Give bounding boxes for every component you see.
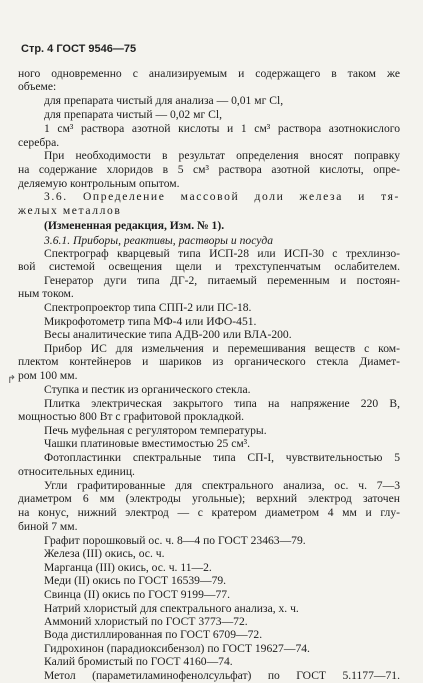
text-line-content: для препарата чистый — 0,02 мг Cl, bbox=[44, 108, 222, 121]
text-line bbox=[0, 437, 423, 451]
text-line bbox=[0, 274, 423, 288]
text-line bbox=[0, 80, 423, 94]
text-line bbox=[0, 534, 423, 548]
text-line bbox=[0, 328, 423, 342]
text-line-content: Метол (параметиламинофенолсульфат) по ГОСТ 5.1177—71. bbox=[44, 669, 400, 682]
text-line-content: относительных единиц. bbox=[18, 465, 135, 478]
text-line-content: 3.6. Определение массовой доли железа и тя- bbox=[44, 190, 400, 203]
margin-mark-icon: ↱ bbox=[7, 374, 17, 386]
text-line-content: Весы аналитические типа АДВ-200 или ВЛА-200. bbox=[44, 328, 292, 341]
text-line bbox=[0, 424, 423, 438]
text-line-content: Плитка электрическая закрытого типа на напряжение 220 В, bbox=[44, 397, 400, 410]
text-line bbox=[0, 315, 423, 329]
text-line-content: (Измененная редакция, Изм. № 1). bbox=[44, 219, 225, 232]
text-line-content: Гидрохинон (парадиоксибензол) по ГОСТ 19627—74. bbox=[44, 642, 310, 655]
text-line-content: Свинца (II) окись по ГОСТ 9199—77. bbox=[44, 588, 230, 601]
text-line bbox=[0, 397, 423, 411]
text-line bbox=[0, 669, 423, 683]
text-line bbox=[0, 628, 423, 642]
text-line-content: Аммоний хлористый по ГОСТ 3773—72. bbox=[44, 615, 248, 628]
text-line-content: объеме: bbox=[18, 80, 57, 93]
text-line bbox=[0, 355, 423, 369]
text-line-content: ром 100 мм. bbox=[18, 369, 78, 382]
text-line-content: Натрий хлористый для спектрального анализа, х. ч. bbox=[44, 602, 299, 615]
text-line bbox=[0, 642, 423, 656]
text-line bbox=[0, 177, 423, 191]
text-line bbox=[0, 260, 423, 274]
text-line bbox=[0, 149, 423, 163]
text-line-content: Вода дистиллированная по ГОСТ 6709—72. bbox=[44, 628, 263, 641]
text-line bbox=[0, 655, 423, 669]
text-line bbox=[0, 342, 423, 356]
text-line-content: Спектропроектор типа СПП-2 или ПС-18. bbox=[44, 301, 252, 314]
text-line-content: деляемую контрольным опытом. bbox=[18, 177, 180, 190]
text-line bbox=[0, 561, 423, 575]
text-line bbox=[0, 94, 423, 108]
text-line bbox=[0, 234, 423, 248]
text-line-content: Калий бромистый по ГОСТ 4160—74. bbox=[44, 655, 233, 668]
text-line bbox=[0, 547, 423, 561]
text-line-content: на содержание хлоридов в 5 см³ раствора азотной кислоты, опре- bbox=[18, 163, 400, 176]
text-line-content: Меди (II) окись по ГОСТ 16539—79. bbox=[44, 574, 227, 587]
text-line-content: вой системой освещения щели и трехступенчатым ослабителем. bbox=[18, 260, 400, 273]
text-line bbox=[0, 588, 423, 602]
text-line bbox=[0, 479, 423, 493]
text-line bbox=[0, 574, 423, 588]
text-line bbox=[0, 204, 423, 218]
text-line bbox=[0, 219, 423, 233]
text-line-content: 1 см³ раствора азотной кислоты и 1 см³ раствора азотнокислого bbox=[44, 122, 400, 135]
text-line bbox=[0, 492, 423, 506]
text-line-content: биной 7 мм. bbox=[18, 520, 78, 533]
text-line bbox=[0, 520, 423, 534]
text-line bbox=[0, 615, 423, 629]
text-line-content: диаметром 6 мм (электроды угольные); верхний электрод заточен bbox=[18, 492, 400, 505]
text-line bbox=[0, 465, 423, 479]
text-line bbox=[0, 67, 423, 81]
text-line-content: плектом контейнеров и шариков из органического стекла Диамет- bbox=[18, 355, 400, 368]
text-line-content: серебра. bbox=[18, 136, 60, 149]
text-line-content: Генератор дуги типа ДГ-2, питаемый переменным и постоян- bbox=[44, 274, 400, 287]
text-line-content: При необходимости в результат определения вносят поправку bbox=[44, 149, 400, 162]
text-line-content: ного одновременно с анализируемым и содержащего в таком же bbox=[18, 67, 400, 80]
text-line-content: желых металлов bbox=[18, 204, 122, 217]
text-line-content: Графит порошковый ос. ч. 8—4 по ГОСТ 23463—79. bbox=[44, 534, 306, 547]
text-line-content: Марганца (III) окись, ос. ч. 11—2. bbox=[44, 561, 212, 574]
text-line-content: 3.6.1. Приборы, реактивы, растворы и посуда bbox=[44, 234, 274, 247]
text-line bbox=[0, 287, 423, 301]
text-line-content: Чашки платиновые вместимостью 25 см³. bbox=[44, 437, 251, 450]
text-line bbox=[0, 506, 423, 520]
text-line bbox=[0, 247, 423, 261]
text-line-content: мощностью 800 Вт с графитовой прокладкой. bbox=[18, 410, 245, 423]
text-line-content: Фотопластинки спектральные типа СП-I, чувствительностью 5 bbox=[44, 451, 400, 464]
text-line-content: Печь муфельная с регулятором температуры. bbox=[44, 424, 267, 437]
text-line bbox=[0, 301, 423, 315]
text-line-content: ным током. bbox=[18, 287, 74, 300]
text-line bbox=[0, 163, 423, 177]
text-line bbox=[0, 410, 423, 424]
text-line-content: Ступка и пестик из органического стекла. bbox=[44, 383, 251, 396]
text-line bbox=[0, 451, 423, 465]
text-line bbox=[0, 190, 423, 204]
text-line-content: Железа (III) окись, ос. ч. bbox=[44, 547, 165, 560]
text-line bbox=[0, 602, 423, 616]
text-line bbox=[0, 383, 423, 397]
page-header: Стр. 4 ГОСТ 9546—75 bbox=[21, 43, 137, 55]
text-line bbox=[0, 136, 423, 150]
text-line-content: Прибор ИС для измельчения и перемешивания веществ с ком- bbox=[44, 342, 400, 355]
text-line-content: Спектрограф кварцевый типа ИСП-28 или ИСП-30 с трехлинзо- bbox=[44, 247, 400, 260]
text-line bbox=[0, 369, 423, 383]
text-line-content: на конус, нижний электрод — с кратером диаметром 4 мм и глу- bbox=[18, 506, 400, 519]
text-line-content: для препарата чистый для анализа — 0,01 мг Cl, bbox=[44, 94, 284, 107]
text-line-content: Угли графитированные для спектрального анализа, ос. ч. 7—3 bbox=[44, 479, 400, 492]
text-line bbox=[0, 108, 423, 122]
text-line-content: Микрофотометр типа МФ-4 или ИФО-451. bbox=[44, 315, 257, 328]
text-line bbox=[0, 122, 423, 136]
